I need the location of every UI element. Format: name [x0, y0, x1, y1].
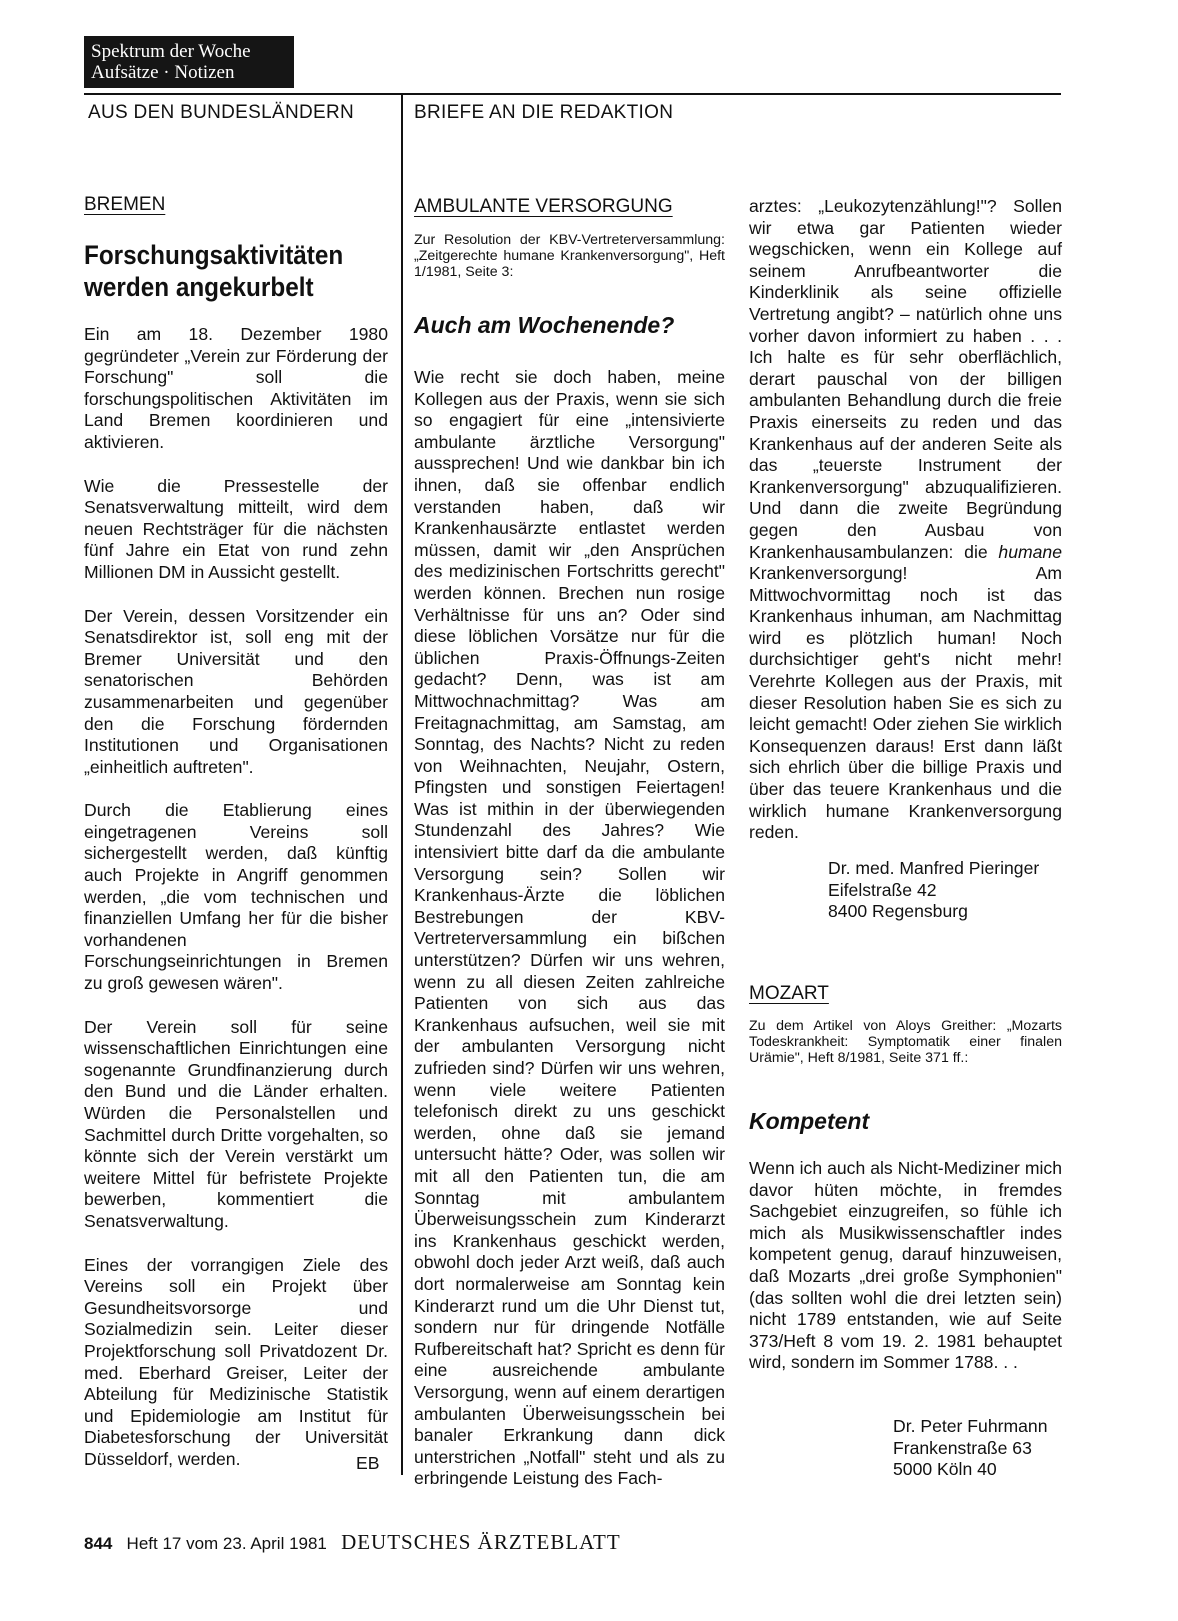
section-header-box	[84, 36, 294, 88]
letter1-signature	[828, 858, 1039, 923]
bremen-author: EB	[356, 1453, 380, 1473]
section-label-left: AUS DEN BUNDESLÄNDERN	[88, 102, 355, 123]
letter1-signature-street: Eifelstraße 42	[828, 879, 937, 900]
page-footer	[84, 1530, 621, 1555]
page-number: 844	[84, 1534, 113, 1553]
letter2-signature	[893, 1416, 1048, 1481]
letter1-signature-city: 8400 Regensburg	[828, 901, 968, 922]
bremen-paragraph-2: Wie die Pressestelle der Senatsverwaltung mitteilt, wird dem neuen Rechtsträger für die nächsten fünf Jahre ein Etat von rund zehn Millionen DM in Aussicht gestellt.	[84, 475, 388, 582]
letter1-body-text-col1: Wie recht sie doch haben, meine Kollegen aus der Praxis, wenn sie sich so engagiert für eine „intensivierte ambulante ärztliche Versorgung" aussprechen! Und wie dankbar bin ich ihnen, daß sie offenbar endlich verstanden haben, daß wir Krankenhausärzte entlastet werden müssen, damit wir „den Ansprüchen des medizinischen Fortschritts gerecht" werden können. Brechen nun rosige Verhältnisse für uns an? Oder sind diese löblichen Vorsätze nur für die üblichen Praxis-Öffnungs-Zeiten gedacht? Denn, was ist am Mittwochnachmittag? Was am Freitagnachmittag, am Samstag, am Sonntag, des Nachts? Nicht zu reden von Weihnachten, Neujahr, Ostern, Pfingsten und sonstigen Feiertagen! Was ist mithin in der überwiegenden Stundenzahl des Jahres? Wie intensiviert bitte darf da die ambulante Versorgung sein? Sollen wir Krankenhaus-Ärzte die löblichen Bestrebungen der KBV-Vertreterversammlung ein bißchen unterstützen? Dürfen wir uns wehren, wenn zu all diesen Zeiten zahlreiche Patienten von sich aus das Krankenhaus aufsuchen, weil sie mit der ambulanten Versorgung nicht zufrieden sind? Dürfen wir uns wehren, wenn viele weitere Patienten telefonisch direkt zu uns geschickt werden, ohne daß sie jemand untersucht hätte? Oder, was sollen wir mit all den Patienten tun, die am Sonntag mit ambulantem Überweisungsschein zum Kinderarzt ins Krankenhaus geschickt werden, obwohl doch jeder Arzt weiß, daß auch dort normalerweise am Sonntag kein Kinderarzt rund um die Uhr Dienst tut, sondern nur für dringende Notfälle Rufbereitschaft hat? Spricht es denn für eine ausreichende ambulante Versorgung, wenn auf einem derartigen ambulanten Überweisungsschein bei banaler Erkrankung dann dick unterstrichen „Notfall" steht und als zu erbringende Leistung des Fach-	[414, 367, 725, 1489]
header-line1: Spektrum der Woche	[91, 41, 251, 62]
bremen-topic: BREMEN	[84, 194, 166, 215]
journal-title: DEUTSCHES ÄRZTEBLATT	[341, 1530, 621, 1554]
letter1-body-text-col2	[749, 196, 1062, 844]
bremen-paragraph-6: Eines der vorrangigen Ziele des Vereins soll ein Projekt über Gesundheitsvorsorge und Sozialmedizin sein. Leiter dieser Projektforschung soll Privatdozent Dr. med. Eberhard Greiser, Leiter der Abteilung für Medizinische Statistik und Epidemiologie am Institut für Diabetesforschung der Universität Düsseldorf, werden.	[84, 1254, 388, 1469]
bremen-paragraph-5: Der Verein soll für seine wissenschaftlichen Einrichtungen eine sogenannte Grundfinanzierung durch den Bund und die Länder erhalten. Würden die Personalstellen und Sachmittel durch Dritte vorgehalten, so könnte sich der Verein verstärkt um weitere Mittel für befristete Projekte bewerben, kommentiert die Senatsverwaltung.	[84, 1016, 388, 1231]
bremen-headline-line2: werden angekurbelt	[84, 272, 314, 302]
letter2-topic: MOZART	[749, 983, 829, 1004]
letter2-signature-street: Frankenstraße 63	[893, 1437, 1032, 1458]
letter1-intro: Zur Resolution der KBV-Vertreterversammlung: „Zeitgerechte humane Krankenversorgung", Heft 1/1981, Seite 3:	[414, 232, 725, 281]
letter1-body-col2-italic: humane	[998, 541, 1062, 562]
bremen-article-body	[84, 324, 388, 1471]
letter2-body	[749, 1158, 1062, 1374]
bremen-headline	[84, 239, 390, 303]
header-line2: Aufsätze · Notizen	[91, 62, 235, 83]
letter1-body-col2-post: Krankenversorgung! Am Mittwochvormittag noch ist das Krankenhaus inhuman, am Nachmittag wird es plötzlich human! Noch durchsichtiger geht's nicht mehr! Verehrte Kollegen aus der Praxis, mit dieser Resolution haben Sie es sich zu leicht gemacht! Oder ziehen Sie wirklich Konsequenzen daraus! Erst dann läßt sich ehrlich über die billige Praxis und über das teuere Krankenhaus und die wirklich humane Krankenversorgung reden.	[749, 563, 1062, 843]
column-divider	[401, 93, 403, 1475]
letter2-signature-name: Dr. Peter Fuhrmann	[893, 1416, 1048, 1436]
section-label-right: BRIEFE AN DIE REDAKTION	[414, 102, 674, 123]
issue-info: Heft 17 vom 23. April 1981	[126, 1534, 327, 1553]
letter2-headline: Kompetent	[749, 1108, 870, 1134]
letter1-signature-name: Dr. med. Manfred Pieringer	[828, 858, 1040, 878]
bremen-paragraph-4: Durch die Etablierung eines eingetragenen Vereins soll sichergestellt werden, daß künftig auch Projekte in Angriff genommen werden, „die vom technischen und finanziellen Umfang her für die bisher vorhandenen Forschungseinrichtungen in Bremen zu groß gewesen wären".	[84, 800, 388, 994]
letter1-topic: AMBULANTE VERSORGUNG	[414, 196, 673, 217]
letter1-headline: Auch am Wochenende?	[414, 312, 675, 338]
letter1-body-col2	[749, 196, 1062, 844]
letter2-signature-city: 5000 Köln 40	[893, 1459, 997, 1480]
bremen-paragraph-3: Der Verein, dessen Vorsitzender ein Senatsdirektor ist, soll eng mit der Bremer Universität und den senatorischen Behörden zusammenarbeiten und gegenüber den die Forschung fördernden Institutionen und Organisationen „einheitlich auftreten".	[84, 605, 388, 777]
letter1-body-col2-pre: arztes: „Leukozytenzählung!"? Sollen wir etwa gar Patienten wieder wegschicken, wenn ein Kollege auf seinem Anrufbeantworter die Kinderklinik als seine offizielle Vertretung angibt? – natürlich ohne uns vorher davon informiert zu haben . . . Ich halte es für sehr oberflächlich, derart pauschal von der billigen ambulanten Behandlung durch die freie Praxis einerseits zu reden und das Krankenhaus auf der anderen Seite als das „teuerste Instrument der Krankenversorgung" abzuqualifizieren. Und dann die zweite Begründung gegen den Ausbau von Krankenhausambulanzen: die	[749, 196, 1062, 562]
letter2-intro: Zu dem Artikel von Aloys Greither: „Mozarts Todeskrankheit: Symptomatik einer finalen Urämie", Heft 8/1981, Seite 371 ff.:	[749, 1018, 1062, 1067]
top-rule	[84, 93, 1061, 95]
letter1-body-col1	[414, 367, 725, 1489]
letter2-body-text: Wenn ich auch als Nicht-Mediziner mich davor hüten möchte, in fremdes Sachgebiet einzugreifen, so fühle ich mich als Musikwissenschaftler indes kompetent genug, darauf hinzuweisen, daß Mozarts „drei große Symphonien" (das sollten wohl die drei letzten sein) nicht 1789 entstanden, wie auf Seite 373/Heft 8 vom 19. 2. 1981 behauptet wird, sondern im Sommer 1788. . .	[749, 1158, 1062, 1373]
bremen-paragraph-1: Ein am 18. Dezember 1980 gegründeter „Verein zur Förderung der Forschung" soll die forschungspolitischen Aktivitäten im Land Bremen koordinieren und aktivieren.	[84, 324, 388, 452]
bremen-headline-line1: Forschungsaktivitäten	[84, 240, 344, 270]
